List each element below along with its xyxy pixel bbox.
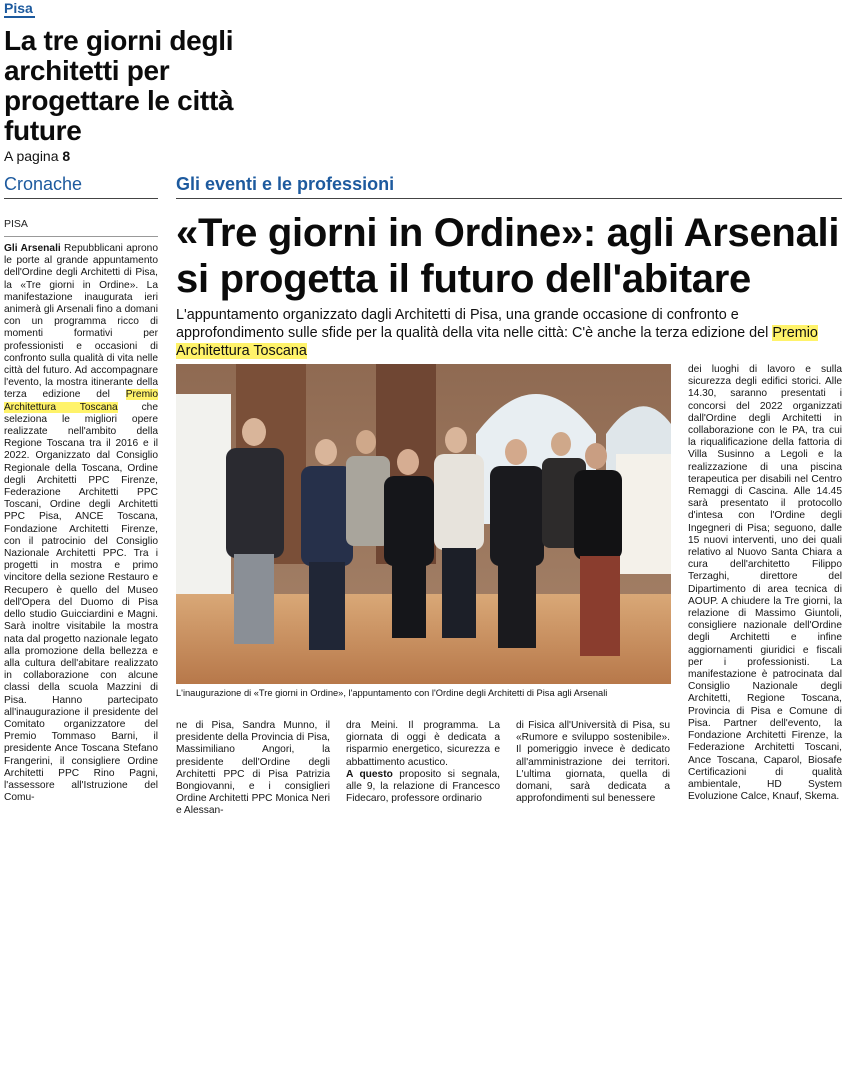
dateline: PISA — [4, 218, 28, 230]
standfirst-text: L'appuntamento organizzato dagli Architetti di Pisa, una grande occasione di confronto e approfondimento sulle sfide per la qualità della vita nelle città: C'è anche la terza edizione del — [176, 307, 773, 341]
section-label-eventi: Gli eventi e le professioni — [176, 174, 395, 194]
paragraph: dra Meini. Il programma. La giornata di oggi è dedicata a risparmio energetico, sicurezza e abbattimento acustico. — [346, 720, 500, 768]
left-article-column — [4, 243, 158, 804]
divider — [4, 236, 158, 237]
divider — [4, 198, 158, 199]
lead-in: Gli Arsenali — [4, 243, 61, 254]
divider — [176, 198, 842, 199]
page-number: 8 — [62, 148, 71, 164]
right-article-column — [688, 364, 842, 803]
paragraph: ne di Pisa, Sandra Munno, il presidente della Provincia di Pisa, Massimiliano Angori, la presidente dell'Ordine degli Architetti PPC di Pisa Patrizia Bongiovanni, e i consiglieri Ordine Architetti PPC Monica Neri e Alessan- — [176, 720, 330, 817]
paragraph: proposito si segnala, alle 9, la relazione di Francesco Fidecaro, professore ordinario — [346, 768, 501, 805]
paragraph: Repubblicani aprono le porte al grande appuntamento dell'Ordine degli Architetti di Pisa, la «Tre giorni in Ordine». La manifestazione inaugurata ieri animerà gli Arsenali fino a domani con un programma ricco di momenti formativi per professionisti e occasioni di confronto sulla qualità di vita nelle città del futuro. Ad accompagnare l'evento, la mostra itinerante della terza edizione del — [4, 243, 158, 401]
teaser-page-ref — [4, 148, 70, 164]
section-kicker: Pisa — [4, 0, 33, 16]
article-photo — [176, 364, 671, 684]
section-label-cronache: Cronache — [4, 174, 83, 194]
article-headline: «Tre giorni in Ordine»: agli Arsenali si progetta il futuro dell'abitare — [176, 211, 840, 301]
article-standfirst — [176, 306, 846, 360]
highlighted-text: Premio Architettura Toscana — [4, 389, 158, 413]
lead-in: A questo — [346, 768, 393, 780]
page-label: A pagina — [4, 148, 59, 164]
highlighted-text: Premio Architettura Toscana — [176, 325, 818, 359]
paragraph: che seleziona le migliori opere realizzate nell'ambito della Regione Toscana tra il 2016 e il 2022. Organizzato dal Consiglio Regionale della Toscana, Ordine degli Architetti PPC Firenze, Federazione Architetti PPC Toscani, Ordine degli Architetti PPC Pisa, ANCE Toscana, Fondazione Architetti Firenze, con il patrocinio del Consiglio Nazionale Architetti PPC. Tra i progetti in mostra e primo vincitore della sezione Restauro e Recupero è quello del Museo dell'Opera del Duomo di Pisa dello studio Guicciardini e Magni. Sarà inoltre visitabile la mostra nata dal progetto nazionale legato alla promozione della bellezza e alla cultura dell'abitare realizzato in collaborazione con alcune classi della scuola Mazzini di Pisa. Hanno partecipato all'inaugurazione il presidente del Comitato organizzatore del Premio Tommaso Barni, il presidente Ance Toscana Stefano Frangerini, il consigliere Ordine Architetti PPC Rino Pagni, l'assessore all'Istruzione del Comu- — [4, 401, 158, 804]
paragraph: di Fisica all'Università di Pisa, su «Rumore e sviluppo sostenibile». Il pomeriggio invece è dedicato all'amministrazione dei territori. L'ultima giornata, quella di domani, sarà dedicata a approfondimenti sul benessere — [516, 720, 670, 805]
photo-caption: L'inaugurazione di «Tre giorni in Ordine», l'appuntamento con l'Ordine degli Architetti di Pisa agli Arsenali — [176, 688, 608, 698]
body-column-3 — [516, 720, 670, 805]
paragraph: dei luoghi di lavoro e sulla sicurezza degli edifici storici. Alle 14.30, saranno presentati i concorsi del 2022 organizzati dall'Ordine degli Architetti in collaborazione con le PA, tra cui la riqualificazione della fattoria di Villa Susinno a Legoli e la realizzazione di una piscina terapeutica per disabili nel Centro Remaggi di Cascina. Alle 14.45 sarà presentato il protocollo d'intesa con l'Ordine degli Ingegneri di Pisa; seguono, dalle 15 nuovi interventi, uno dei quali relativo al Nuovo Santa Chiara a cura dell'architetto Filippo Terzaghi, direttore del Dipartimento di area tecnica di AOUP. A chiudere la Tre giorni, la relazione di Massimo Giuntoli, consigliere nazionale dell'Ordine degli Architetti e infine aggiornamenti giuridici e fiscali per i professionisti. La manifestazione è patrocinata dal Consiglio Nazionale degli Architetti, Regione Toscana, Provincia di Pisa e Comune di Pisa. Partner dell'evento, la Fondazione Architetti Firenze, la Federazione Architetti Toscani, Ance Toscana, Caparol, Biosafe Certificazioni di qualità ambientale, HD System Evoluzione Calce, Knauf, Skema. — [688, 364, 842, 803]
teaser-title: La tre giorni degli architetti per progettare le città future — [4, 25, 234, 146]
body-column-1 — [176, 720, 330, 818]
body-column-2 — [346, 720, 500, 805]
